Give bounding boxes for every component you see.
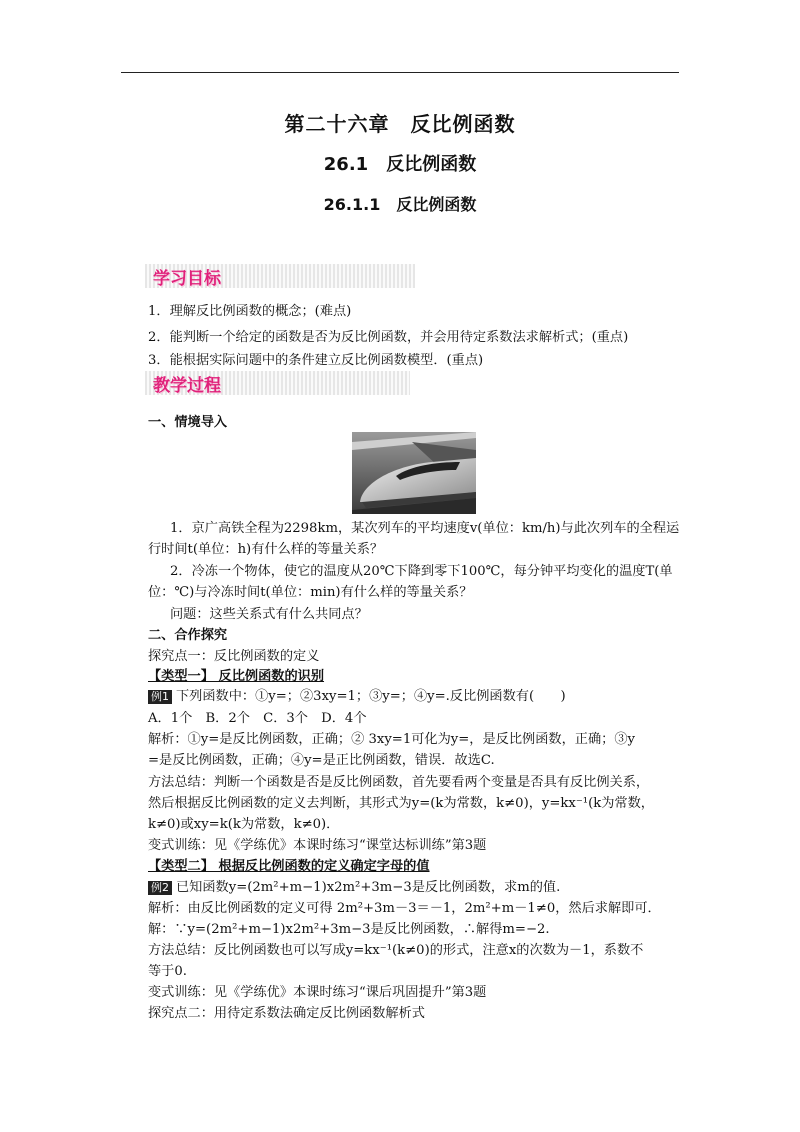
practice-line: 变式训练：见《学练优》本课时练习“课堂达标训练”第3题 (148, 838, 487, 853)
question-line: 2．冷冻一个物体，使它的温度从20℃下降到零下100℃，每分钟平均变化的温度T(单 (170, 564, 673, 579)
analysis-line: 解析：由反比例函数的定义可得 2m²+3m－3＝－1，2m²+m－1≠0，然后求解即可． (148, 901, 661, 916)
example-text: 下列函数中：①y=；②3xy=1；③y=；④y=.反比例函数有( ) (176, 689, 566, 704)
example-text: 已知函数y=(2m²+m−1)x2m²+3m−3是反比例函数，求m的值. (176, 880, 561, 895)
goals-banner-label: 学习目标 (153, 269, 221, 289)
section-heading: 一、情境导入 (148, 415, 228, 430)
chapter-title: 第二十六章 反比例函数 (284, 112, 516, 136)
practice-line: 变式训练：见《学练优》本课时练习“课后巩固提升”第3题 (148, 985, 487, 1000)
example-tag: 例2 (148, 881, 172, 895)
goal-item: 2．能判断一个给定的函数是否为反比例函数，并会用待定系数法求解析式；(重点) (148, 330, 629, 345)
type-heading: 【类型一】 反比例函数的识别 (148, 669, 325, 684)
summary-line: 方法总结：反比例函数也可以写成y=kx⁻¹(k≠0)的形式，注意x的次数为－1，系数不 (148, 943, 644, 958)
exploration-point: 探究点二：用待定系数法确定反比例函数解析式 (148, 1006, 425, 1021)
process-banner (145, 371, 410, 395)
analysis-line: 解析：①y=是反比例函数，正确；② 3xy=1可化为y=，是反比例函数，正确；③y (148, 732, 635, 747)
example-tag: 例1 (148, 690, 172, 704)
question-line: 1．京广高铁全程为2298km，某次列车的平均速度v(单位：km/h)与此次列车的全程运 (170, 521, 680, 536)
summary-line: 方法总结：判断一个函数是否是反比例函数，首先要看两个变量是否具有反比例关系， (148, 775, 650, 790)
top-rule (121, 72, 679, 73)
summary-line: 等于0. (148, 964, 187, 979)
type-heading: 【类型二】 根据反比例函数的定义确定字母的值 (148, 859, 430, 874)
example-1 (148, 688, 566, 706)
goals-banner (145, 264, 415, 288)
question-line: 行时间t(单位：h)有什么样的等量关系？ (148, 542, 384, 557)
train-photo (352, 432, 476, 514)
question-line: 位：℃)与冷冻时间t(单位：min)有什么样的等量关系？ (148, 585, 473, 600)
summary-line: 然后根据反比例函数的定义去判断，其形式为y=(k为常数，k≠0)，y=kx⁻¹(k为常数， (148, 796, 654, 811)
goal-item: 1．理解反比例函数的概念；(难点) (148, 304, 352, 319)
section-heading: 二、合作探究 (148, 628, 228, 643)
solution-line: 解：∵y=(2m²+m−1)x2m²+3m−3是反比例函数，∴解得m=−2. (148, 922, 550, 937)
question-line: 问题：这些关系式有什么共同点？ (170, 607, 368, 622)
section-title: 26.1 反比例函数 (323, 154, 477, 175)
example-2 (148, 879, 560, 897)
subsection-title: 26.1.1 反比例函数 (323, 195, 477, 214)
goal-item: 3．能根据实际问题中的条件建立反比例函数模型．(重点) (148, 353, 484, 368)
answer-options: A．1个 B．2个 C．3个 D．4个 (148, 711, 367, 726)
summary-line: k≠0)或xy=k(k为常数，k≠0)． (148, 817, 340, 832)
exploration-point: 探究点一：反比例函数的定义 (148, 649, 320, 664)
process-banner-label: 教学过程 (153, 376, 221, 396)
analysis-line: =是反比例函数，正确；④y=是正比例函数，错误．故选C. (148, 753, 495, 768)
